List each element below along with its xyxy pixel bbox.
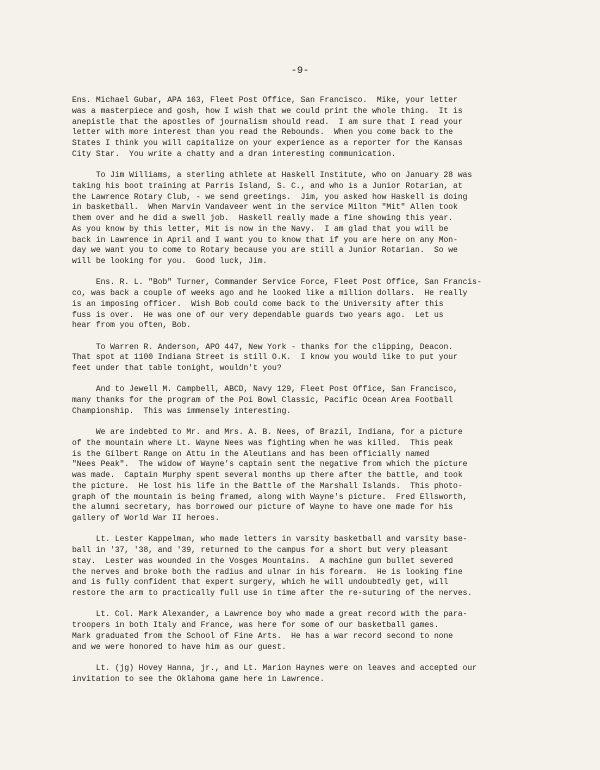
text-line: And to Jewell M. Campbell, ABCD, Navy 129, Fleet Post Office, San Francisco,: [72, 385, 458, 395]
text-line: the alumni secretary, has borrowed our picture of Wayne to have one made for his: [72, 503, 454, 513]
text-line: is an imposing officer. Wish Bob could come back to the University after this: [72, 299, 444, 309]
text-line: Ens. R. L. "Bob" Turner, Commander Service Force, Fleet Post Office, San Francis-: [72, 278, 482, 288]
text-line: them over and he did a swell job. Haskell really made a fine showing this year.: [72, 214, 454, 223]
text-line: States I think you will capitalize on your experience as a reporter for the Kansas: [72, 139, 463, 148]
text-line: As you know by this letter, Mit is now in the Navy. I am glad that you will be: [72, 224, 449, 234]
paragraph-4: [72, 343, 546, 375]
letter-body: [72, 96, 546, 696]
text-line: gallery of World War II heroes.: [72, 514, 220, 523]
text-line: anepistle that the apostles of journalism should read. I am sure that I read your: [72, 117, 463, 127]
text-line: taking his boot training at Parris Island, S. C., and who is a Junior Rotarian, at: [72, 181, 463, 191]
text-line: restore the arm to practically full use in time after the re-suturing of the nerves.: [72, 589, 473, 598]
text-line: in basketball. When Marvin Vandaveer went in the service Milton "Mit" Allen took: [72, 203, 458, 213]
text-line: of the mountain where Lt. Wayne Nees was fighting when he was killed. This peak: [72, 438, 454, 448]
text-line: many thanks for the program of the Poi Bowl Classic, Pacific Ocean Area Football: [72, 396, 454, 405]
paragraph-8: [72, 610, 546, 653]
text-line: the nerves and broke both the radius and ulnar in his forearm. He is looking fine: [72, 567, 463, 577]
paragraph-2: [72, 171, 546, 268]
text-line: fuss is over. He was one of our very dependable guards two years ago. Let us: [72, 310, 444, 320]
text-line: That spot at 1100 Indiana Street is still O.K. I know you would like to put your: [72, 353, 458, 363]
text-line: back in Lawrence in April and I want you to know that if you are here on any Mon-: [72, 235, 458, 245]
paragraph-7: [72, 535, 546, 600]
text-line: Lt. Lester Kappelman, who made letters in varsity basketball and varsity base-: [72, 535, 468, 545]
text-line: Ens. Michael Gubar, APA 163, Fleet Post Office, San Francisco. Mike, your letter: [72, 96, 458, 105]
text-line: City Star. You write a chatty and a dran interesting communication.: [72, 149, 396, 159]
text-line: and we were honored to have him as our guest.: [72, 642, 287, 652]
text-line: graph of the mountain is being framed, along with Wayne's picture. Fred Ellsworth,: [72, 492, 468, 502]
text-line: was a masterpiece and gosh, how I wish that we could print the whole thing. It is: [72, 106, 463, 116]
text-line: To Jim Williams, a sterling athlete at Haskell Institute, who on January 28 was: [72, 171, 473, 180]
text-line: letter with more interest than you read the Rebounds. When you come back to the: [72, 128, 454, 138]
paragraph-6: [72, 428, 546, 525]
text-line: Lt. (jg) Hovey Hanna, jr., and Lt. Marion Haynes were on leaves and accepted our: [72, 663, 477, 673]
paragraph-1: [72, 96, 546, 161]
paragraph-3: [72, 278, 546, 332]
text-line: feet under that table tonight, wouldn't you?: [72, 364, 282, 373]
text-line: ball in '37, '38, and '39, returned to the campus for a short but very pleasant: [72, 546, 449, 555]
text-line: troopers in both Italy and France, was here for some of our basketball games.: [72, 621, 439, 630]
text-line: Lt. Col. Mark Alexander, a Lawrence boy who made a great record with the para-: [72, 610, 468, 620]
paragraph-5: [72, 385, 546, 417]
text-line: hear from you often, Bob.: [72, 321, 192, 331]
text-line: the Lawrence Rotary Club, - we send greetings. Jim, you asked how Haskell is doing: [72, 192, 468, 202]
text-line: stay. Lester was wounded in the Vosges Mountains. A machine gun bullet severed: [72, 556, 454, 566]
text-line: Mark graduated from the School of Fine Arts. He has a war record second to none: [72, 631, 454, 641]
text-line: was made. Captain Murphy spent several months up there after the battle, and took: [72, 471, 463, 480]
text-line: To Warren R. Anderson, APO 447, New York - thanks for the clipping, Deacon.: [72, 342, 454, 352]
text-line: Championship. This was immensely interesting.: [72, 406, 292, 416]
text-line: the picture. He lost his life in the Battle of the Marshall Islands. This photo-: [72, 481, 463, 491]
text-line: and is fully confident that expert surgery, which he will undoubtedly get, will: [72, 578, 449, 588]
paragraph-9: [72, 664, 546, 686]
page-number: -9-: [290, 66, 309, 77]
text-line: is the Gilbert Range on Attu in the Aleutians and has been officially named: [72, 449, 430, 459]
text-line: We are indebted to Mr. and Mrs. A. B. Nees, of Brazil, Indiana, for a picture: [72, 428, 463, 437]
text-line: day we want you to come to Rotary because you are still a Junior Rotarian. So we: [72, 246, 458, 256]
text-line: invitation to see the Oklahoma game here in Lawrence.: [72, 674, 325, 684]
text-line: "Nees Peak". The widow of Wayne's captain sent the negative from which the picture: [72, 460, 468, 470]
text-line: co, was back a couple of weeks ago and he looked like a million dollars. He really: [72, 289, 468, 298]
text-line: will be looking for you. Good luck, Jim.: [72, 257, 268, 266]
